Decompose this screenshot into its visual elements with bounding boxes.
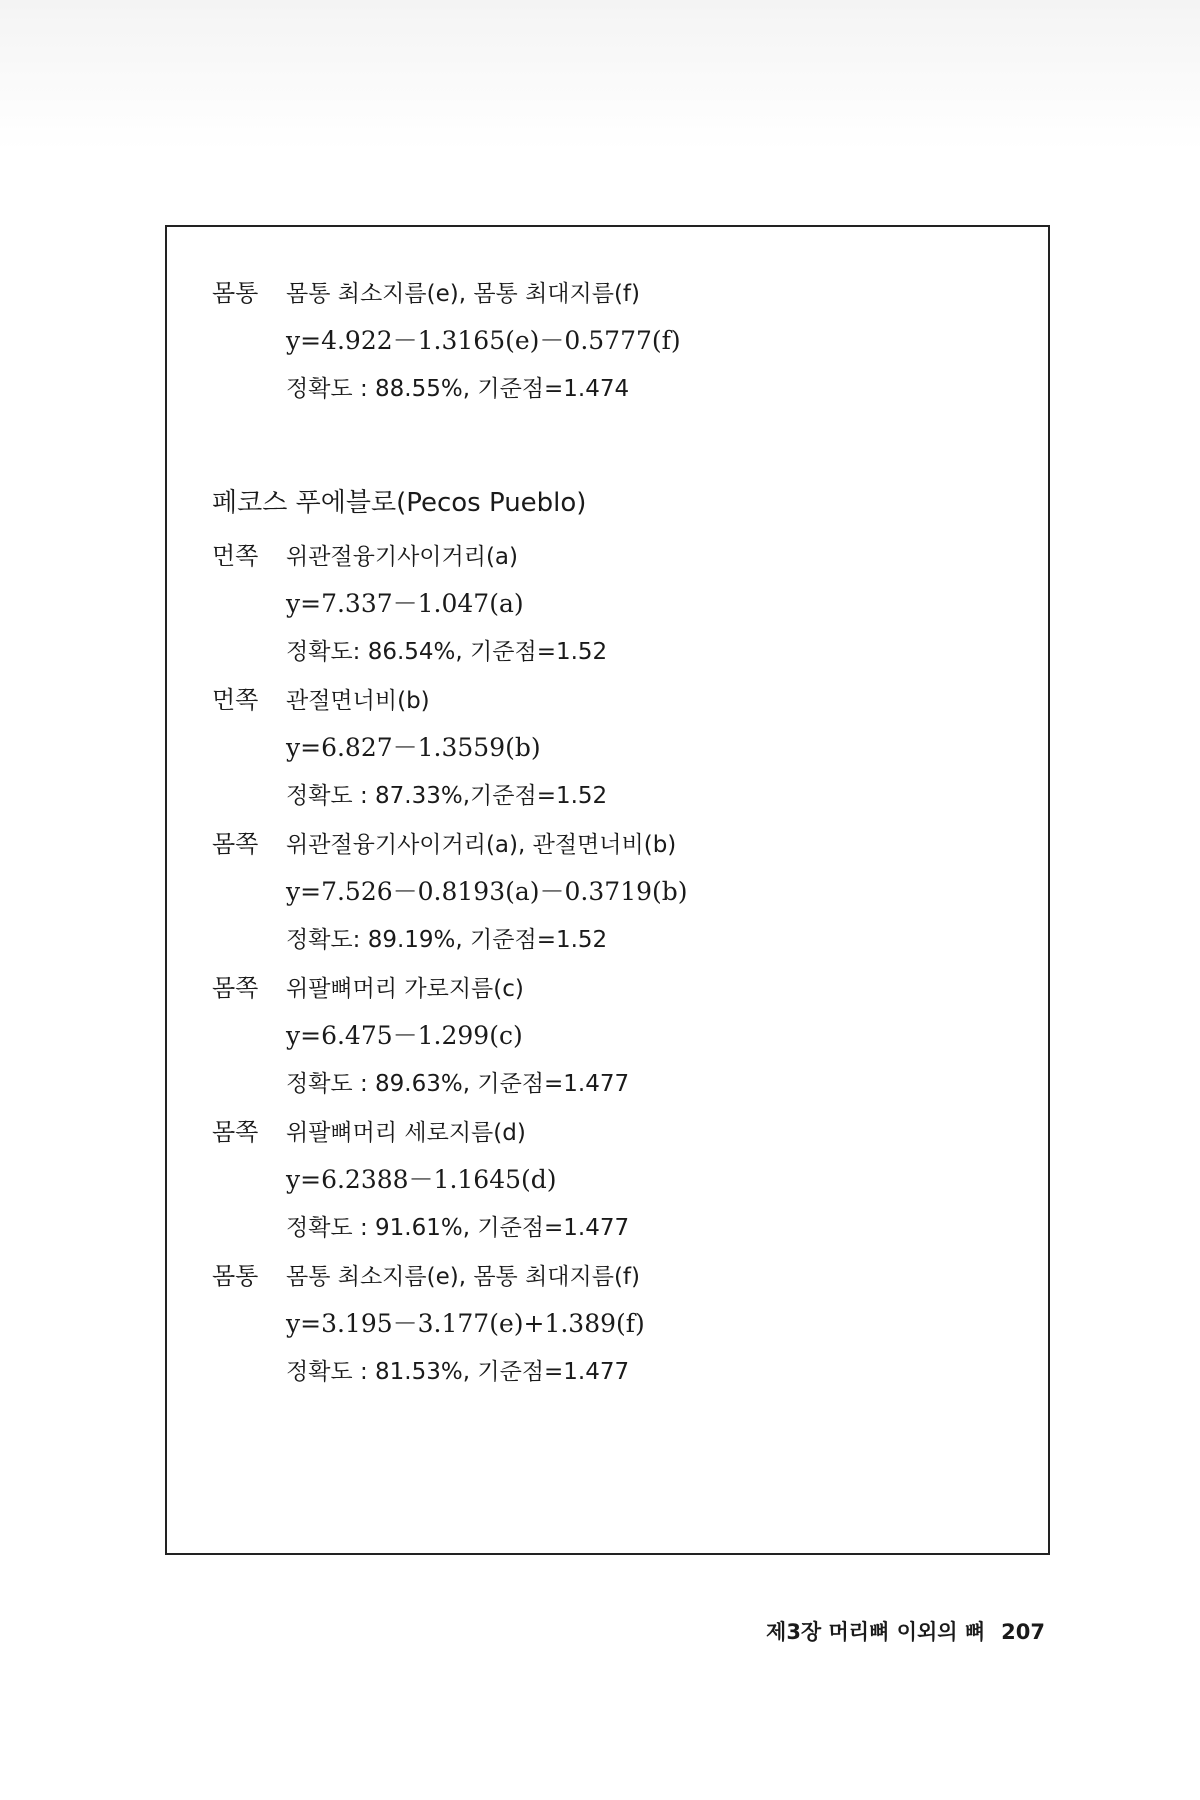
regression-entry (212, 1108, 1028, 1252)
accuracy-line: 정확도 : 88.55%, 기준점=1.474 (286, 376, 630, 402)
regression-equation: y=6.827－1.3559(b) (286, 733, 541, 762)
page-footer (766, 1616, 1045, 1646)
regression-entry (212, 676, 1028, 820)
entry-variables: 몸통 최소지름(e), 몸통 최대지름(f) (286, 1264, 641, 1290)
page-top-shade (0, 0, 1200, 150)
accuracy-line: 정확도 : 91.61%, 기준점=1.477 (286, 1215, 630, 1241)
accuracy-line: 정확도 : 81.53%, 기준점=1.477 (286, 1359, 630, 1385)
section-title: 페코스 푸에블로(Pecos Pueblo) (212, 488, 587, 518)
entry-label: 몸쪽 (212, 1118, 259, 1146)
running-head: 제3장 머리뼈 이외의 뼈 (766, 1620, 986, 1644)
entries-list (212, 532, 1028, 1396)
entry-head (212, 532, 1028, 580)
top-entry-block (212, 269, 1028, 413)
regression-entry (212, 269, 1028, 413)
entry-variables: 위팔뼈머리 가로지름(c) (286, 976, 524, 1002)
regression-equation: y=6.2388－1.1645(d) (286, 1165, 557, 1194)
entry-head (212, 964, 1028, 1012)
regression-equation: y=7.526－0.8193(a)－0.3719(b) (286, 877, 688, 906)
entry-label: 몸쪽 (212, 974, 259, 1002)
accuracy-line: 정확도 : 87.33%,기준점=1.52 (286, 783, 608, 809)
regression-equation: y=3.195－3.177(e)+1.389(f) (286, 1309, 645, 1338)
entry-variables: 몸통 최소지름(e), 몸통 최대지름(f) (286, 281, 641, 307)
entry-label: 먼쪽 (212, 686, 259, 714)
entry-head (212, 269, 1028, 317)
regression-entry (212, 1252, 1028, 1396)
accuracy-line: 정확도: 86.54%, 기준점=1.52 (286, 639, 608, 665)
accuracy-line: 정확도 : 89.63%, 기준점=1.477 (286, 1071, 630, 1097)
entry-label: 몸쪽 (212, 830, 259, 858)
regression-entry (212, 532, 1028, 676)
entry-head (212, 676, 1028, 724)
entry-head (212, 820, 1028, 868)
regression-equation: y=6.475－1.299(c) (286, 1021, 523, 1050)
entry-label: 몸통 (212, 1262, 259, 1290)
pecos-pueblo-section (212, 474, 1028, 1396)
entry-variables: 위관절융기사이거리(a) (286, 544, 519, 570)
entry-label: 먼쪽 (212, 542, 259, 570)
page-number: 207 (1001, 1620, 1045, 1644)
regression-equation: y=4.922－1.3165(e)－0.5777(f) (286, 326, 681, 355)
entry-variables: 위관절융기사이거리(a), 관절면너비(b) (286, 832, 677, 858)
entry-variables: 위팔뼈머리 세로지름(d) (286, 1120, 526, 1146)
regression-entry (212, 820, 1028, 964)
content-box (165, 225, 1050, 1555)
entry-head (212, 1252, 1028, 1300)
accuracy-line: 정확도: 89.19%, 기준점=1.52 (286, 927, 608, 953)
entry-label: 몸통 (212, 279, 259, 307)
entry-variables: 관절면너비(b) (286, 688, 430, 714)
regression-equation: y=7.337－1.047(a) (286, 589, 524, 618)
regression-entry (212, 964, 1028, 1108)
entry-head (212, 1108, 1028, 1156)
